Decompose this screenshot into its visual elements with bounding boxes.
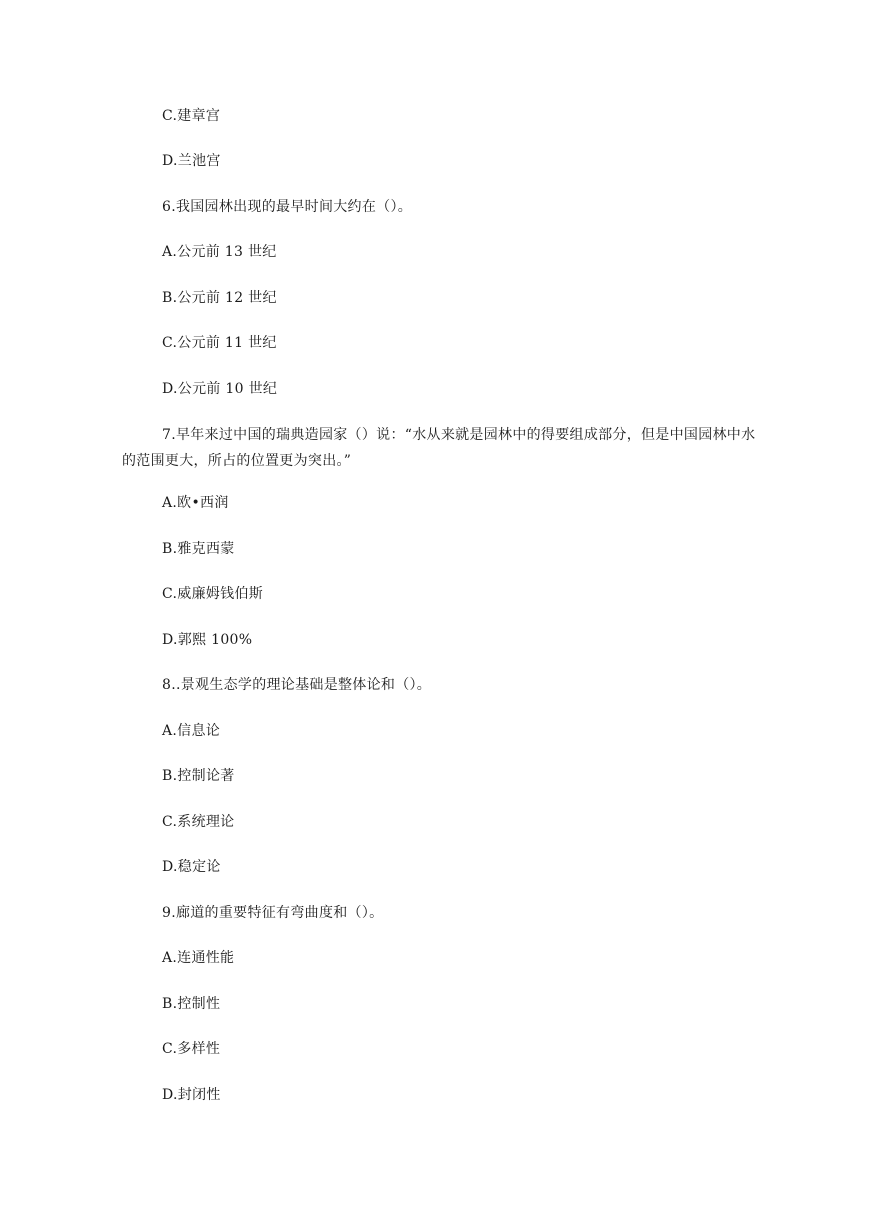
option-a-q8: A.信息论	[162, 723, 221, 739]
option-b-q9: B.控制性	[162, 996, 221, 1012]
option-c-q7: C.威廉姆钱伯斯	[162, 586, 264, 602]
option-b-q7: B.雅克西蒙	[162, 541, 235, 557]
option-c-q5: C.建章宫	[162, 108, 221, 124]
question-8: 8..景观生态学的理论基础是整体论和（）。	[162, 677, 432, 693]
option-c-q6: C.公元前 11 世纪	[162, 335, 277, 351]
option-d-q7: D.郭熙 100%	[162, 632, 253, 648]
option-d-q5: D.兰池宫	[162, 153, 221, 169]
option-b-q8: B.控制论著	[162, 768, 235, 784]
option-c-q9: C.多样性	[162, 1041, 221, 1057]
option-d-q6: D.公元前 10 世纪	[162, 381, 278, 397]
option-a-q7: A.欧•西润	[162, 495, 229, 511]
option-b-q6: B.公元前 12 世纪	[162, 290, 277, 306]
question-7: 7.早年来过中国的瑞典造园家（）说：“水从来就是园林中的得要组成部分，但是中国园林中水的范围更大，所占的位置更为突出。”	[122, 427, 756, 469]
option-d-q9: D.封闭性	[162, 1087, 221, 1103]
question-9: 9.廊道的重要特征有弯曲度和（）。	[162, 905, 384, 921]
option-a-q6: A.公元前 13 世纪	[162, 244, 277, 260]
question-6: 6.我国园林出现的最早时间大约在（）。	[162, 199, 413, 215]
option-a-q9: A.连通性能	[162, 950, 235, 966]
option-c-q8: C.系统理论	[162, 814, 235, 830]
option-d-q8: D.稳定论	[162, 859, 221, 875]
